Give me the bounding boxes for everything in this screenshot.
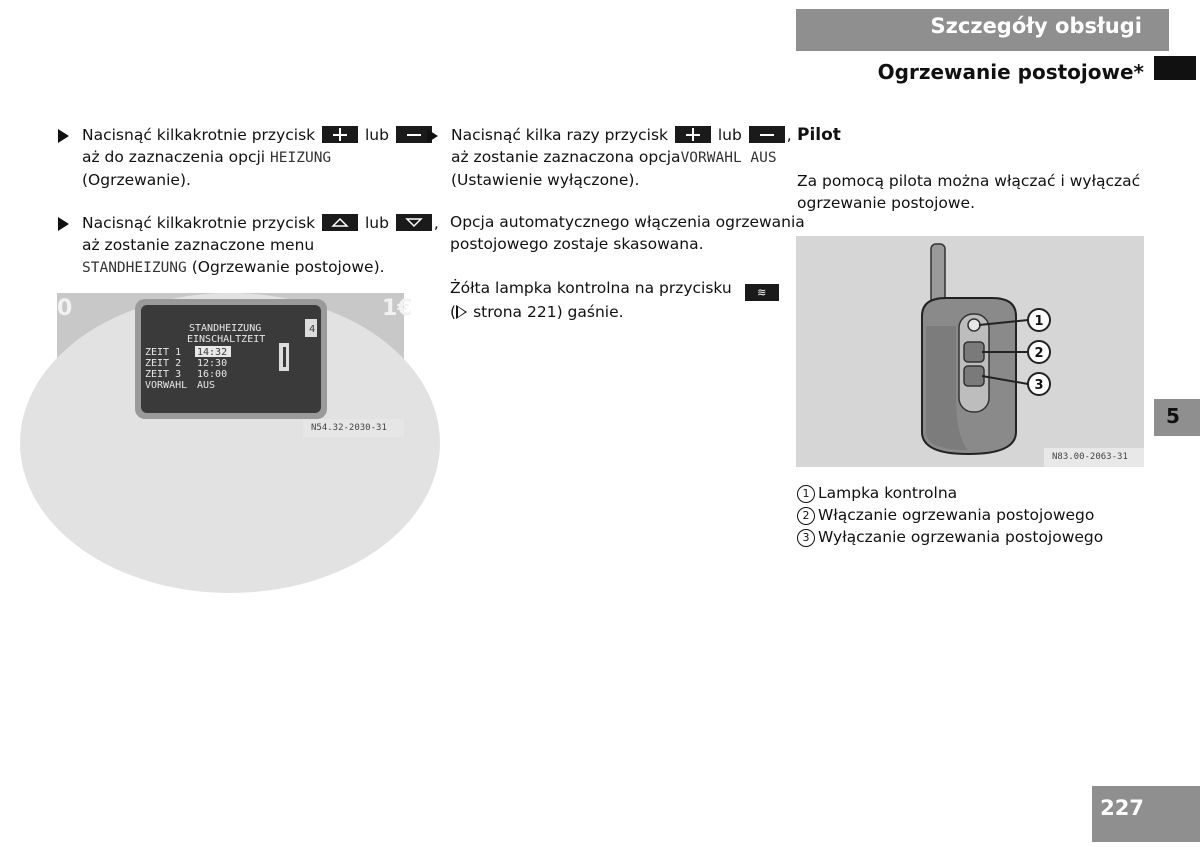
bullet-triangle-icon bbox=[427, 129, 438, 143]
display-line: VORWAHL bbox=[145, 380, 188, 391]
minus-key-icon bbox=[749, 126, 785, 143]
bullet-triangle-icon bbox=[58, 129, 69, 143]
bullet-triangle-icon bbox=[58, 217, 69, 231]
paragraph-line: ogrzewanie postojowe. bbox=[797, 194, 976, 212]
plus-key-icon bbox=[675, 126, 711, 143]
display-option-text: HEIZUNG bbox=[270, 150, 332, 166]
display-value-selected: 14:32 bbox=[197, 347, 228, 358]
page-ref-triangle-icon bbox=[456, 305, 467, 319]
display-line: ZEIT 1 bbox=[145, 347, 182, 358]
legend-number: 1 bbox=[797, 485, 815, 503]
figure-legend bbox=[797, 482, 1103, 548]
legend-item bbox=[797, 482, 1103, 504]
cluster-display-image bbox=[57, 293, 413, 437]
section-marker bbox=[1154, 56, 1196, 80]
page-number: 227 bbox=[1100, 796, 1144, 820]
legend-number: 3 bbox=[797, 529, 815, 547]
legend-item bbox=[797, 504, 1103, 526]
step-text: aż zostanie zaznaczona opcja bbox=[451, 148, 681, 166]
step-text: , bbox=[786, 126, 792, 144]
section-title: Ogrzewanie postojowe* bbox=[877, 60, 1144, 84]
step-text: (Ustawienie wyłączone). bbox=[451, 171, 640, 189]
instruction-step bbox=[58, 124, 418, 191]
legend-number: 2 bbox=[797, 507, 815, 525]
chapter-title: Szczegóły obsługi bbox=[930, 14, 1142, 38]
display-badge: 4 bbox=[309, 324, 316, 335]
display-option-text: STANDHEIZUNG bbox=[82, 260, 187, 276]
step-text: lub bbox=[717, 126, 742, 144]
paragraph-line: Żółta lampka kontrolna na przycisku bbox=[450, 279, 732, 297]
chapter-tab-number: 5 bbox=[1166, 404, 1180, 428]
display-subtitle: EINSCHALTZEIT bbox=[187, 334, 266, 345]
callout-number: 3 bbox=[1034, 378, 1044, 393]
paragraph bbox=[450, 211, 805, 255]
callout-number: 2 bbox=[1034, 346, 1044, 361]
paragraph-line: Opcja automatycznego włączenia ogrzewania bbox=[450, 213, 805, 231]
remote-control-image bbox=[796, 236, 1144, 467]
instruction-step bbox=[427, 124, 792, 191]
plus-key-icon bbox=[322, 126, 358, 143]
paragraph bbox=[450, 277, 779, 323]
display-title: STANDHEIZUNG bbox=[189, 323, 262, 334]
display-value: 16:00 bbox=[197, 369, 228, 380]
paragraph-line: ( bbox=[450, 303, 457, 321]
legend-text: Lampka kontrolna bbox=[818, 484, 958, 502]
step-text: Nacisnąć kilka razy przycisk bbox=[451, 126, 668, 144]
paragraph-line: Za pomocą pilota można włączać i wyłączać bbox=[797, 172, 1141, 190]
paragraph bbox=[797, 170, 1141, 214]
subsection-heading: Pilot bbox=[797, 125, 841, 145]
step-text: (Ogrzewanie). bbox=[82, 171, 191, 189]
gauge-number: 0 bbox=[57, 296, 73, 321]
down-arrow-key-icon bbox=[396, 214, 432, 231]
step-text: lub bbox=[365, 214, 389, 232]
step-text: Nacisnąć kilkakrotnie przycisk bbox=[82, 126, 316, 144]
paragraph-line: strona 221) gaśnie. bbox=[473, 303, 624, 321]
callout-number: 1 bbox=[1034, 314, 1044, 329]
paragraph-line: postojowego zostaje skasowana. bbox=[450, 235, 704, 253]
instruction-step bbox=[58, 212, 439, 279]
legend-text: Włączanie ogrzewania postojowego bbox=[818, 506, 1095, 524]
step-text: lub bbox=[365, 126, 389, 144]
legend-text: Wyłączanie ogrzewania postojowego bbox=[818, 528, 1104, 546]
step-text: aż do zaznaczenia opcji bbox=[82, 148, 266, 166]
step-text: Nacisnąć kilkakrotnie przycisk bbox=[82, 214, 316, 232]
heater-icon: ≋ bbox=[745, 284, 779, 301]
display-option-text: VORWAHL AUS bbox=[680, 150, 777, 166]
legend-item bbox=[797, 526, 1103, 548]
display-line: ZEIT 2 bbox=[145, 358, 182, 369]
gauge-number: 1€ bbox=[382, 296, 413, 321]
step-text: aż zostanie zaznaczone menu bbox=[82, 236, 315, 254]
step-text: (Ogrzewanie postojowe). bbox=[191, 258, 385, 276]
up-arrow-key-icon bbox=[322, 214, 358, 231]
step-text: , bbox=[433, 214, 439, 232]
figure-caption: N83.00-2063-31 bbox=[1052, 452, 1128, 462]
figure-caption: N54.32-2030-31 bbox=[311, 423, 387, 433]
display-value: 12:30 bbox=[197, 358, 228, 369]
display-line: ZEIT 3 bbox=[145, 369, 182, 380]
display-value: AUS bbox=[197, 380, 216, 391]
